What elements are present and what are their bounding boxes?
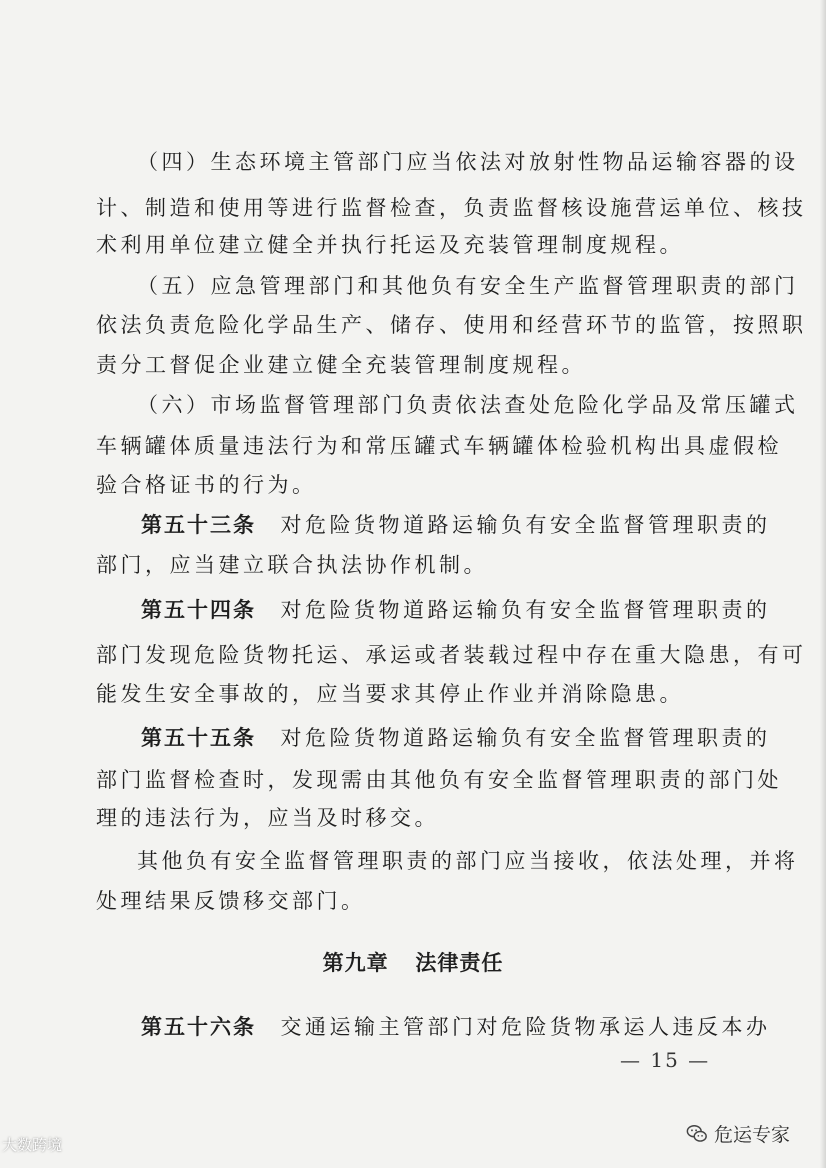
text-line: （六）市场监督管理部门负责依法查处危险化学品及常压罐式	[137, 393, 799, 417]
article-heading: 第五十六条	[141, 1015, 256, 1039]
text-line: （四）生态环境主管部门应当依法对放射性物品运输容器的设	[137, 150, 799, 174]
article-heading: 第五十三条	[141, 513, 256, 537]
watermark-right	[686, 1120, 790, 1147]
text-line: 验合格证书的行为。	[96, 473, 317, 497]
text-line: 术利用单位建立健全并执行托运及充装管理制度规程。	[96, 233, 684, 257]
chapter-title: 法律责任	[415, 951, 504, 975]
article-53-line: 第五十三条 对危险货物道路运输负有安全监督管理职责的	[141, 513, 771, 537]
article-55-line: 第五十五条 对危险货物道路运输负有安全监督管理职责的	[141, 726, 771, 750]
text-line: 其他负有安全监督管理职责的部门应当接收，依法处理，并将	[137, 849, 799, 873]
text-line: 理的违法行为，应当及时移交。	[96, 806, 439, 830]
chapter-number: 第九章	[322, 951, 389, 975]
text-line: 部门，应当建立联合执法协作机制。	[96, 553, 488, 577]
article-56-line: 第五十六条 交通运输主管部门对危险货物承运人违反本办	[141, 1015, 771, 1039]
chapter-heading	[0, 950, 826, 976]
text-line: 责分工督促企业建立健全充装管理制度规程。	[96, 353, 586, 377]
wechat-icon	[686, 1123, 708, 1145]
text-line: 依法负责危险化学品生产、储存、使用和经营环节的监管，按照职	[96, 313, 807, 337]
article-heading: 第五十四条	[141, 598, 256, 622]
page-number: — 15 —	[620, 1048, 711, 1072]
text-line: 处理结果反馈移交部门。	[96, 889, 366, 913]
text-line: （五）应急管理部门和其他负有安全生产监督管理职责的部门	[137, 274, 799, 298]
text-line: 计、制造和使用等进行监督检查，负责监督核设施营运单位、核技	[96, 196, 807, 220]
article-54-line: 第五十四条 对危险货物道路运输负有安全监督管理职责的	[141, 598, 771, 622]
watermark-left: 大数跨境	[2, 1136, 63, 1154]
page-edge-shadow	[820, 0, 826, 1168]
article-heading: 第五十五条	[141, 726, 256, 750]
text-line: 能发生安全事故的，应当要求其停止作业并消除隐患。	[96, 682, 684, 706]
text-line: 部门发现危险货物托运、承运或者装载过程中存在重大隐患，有可	[96, 643, 807, 667]
text-line: 部门监督检查时，发现需由其他负有安全监督管理职责的部门处	[96, 768, 782, 792]
text-line: 车辆罐体质量违法行为和常压罐式车辆罐体检验机构出具虚假检	[96, 434, 782, 458]
watermark-text: 危运专家	[714, 1124, 791, 1146]
